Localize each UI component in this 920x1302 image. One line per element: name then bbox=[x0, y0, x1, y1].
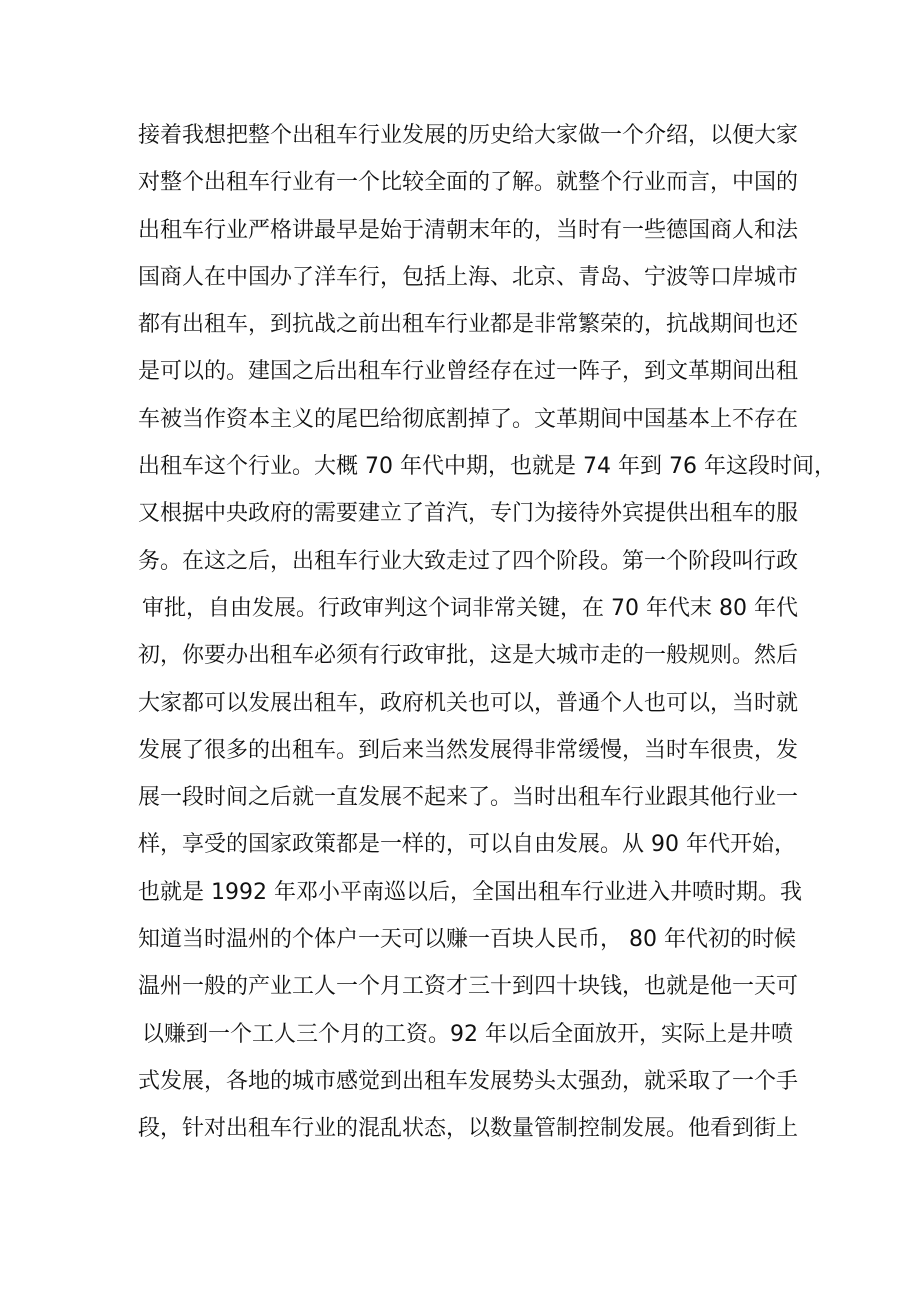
text-line: 审批，自由发展。行政审判这个词非常关键，在 70 年代末 80 年代 bbox=[142, 595, 798, 621]
text-line: 出租车行业严格讲最早是始于清朝末年的，当时有一些德国商人和法 bbox=[138, 217, 799, 243]
text-line: 出租车这个行业。大概 70 年代中期，也就是 74 年到 76 年这段时间， bbox=[138, 454, 836, 480]
text-line: 车被当作资本主义的尾巴给彻底割掉了。文革期间中国基本上不存在 bbox=[138, 406, 799, 432]
text-line: 大家都可以发展出租车，政府机关也可以，普通个人也可以，当时就 bbox=[138, 690, 799, 716]
text-line: 是可以的。建国之后出租车行业曾经存在过一阵子，到文革期间出租 bbox=[138, 359, 799, 385]
text-line: 知道当时温州的个体户一天可以赚一百块人民币， 80 年代初的时候 bbox=[138, 927, 796, 953]
text-line: 对整个出租车行业有一个比较全面的了解。就整个行业而言，中国的 bbox=[138, 170, 799, 196]
body-text bbox=[138, 112, 836, 1153]
text-line: 都有出租车，到抗战之前出租车行业都是非常繁荣的，抗战期间也还 bbox=[138, 312, 799, 338]
text-line: 段，针对出租车行业的混乱状态，以数量管制控制发展。他看到街上 bbox=[138, 1116, 799, 1142]
text-line: 发展了很多的出租车。到后来当然发展得非常缓慢，当时车很贵，发 bbox=[138, 737, 799, 763]
text-line: 温州一般的产业工人一个月工资才三十到四十块钱，也就是他一天可 bbox=[138, 974, 799, 1000]
text-line: 展一段时间之后就一直发展不起来了。当时出租车行业跟其他行业一 bbox=[138, 785, 799, 811]
text-line: 以赚到一个工人三个月的工资。92 年以后全面放开，实际上是井喷 bbox=[142, 1021, 793, 1047]
text-line: 务。在这之后，出租车行业大致走过了四个阶段。第一个阶段叫行政 bbox=[138, 548, 799, 574]
text-line: 样，享受的国家政策都是一样的，可以自由发展。从 90 年代开始， bbox=[138, 832, 796, 858]
text-line: 接着我想把整个出租车行业发展的历史给大家做一个介绍，以便大家 bbox=[138, 123, 799, 148]
text-line: 式发展，各地的城市感觉到出租车发展势头太强劲，就采取了一个手 bbox=[138, 1068, 799, 1094]
text-line: 国商人在中国办了洋车行，包括上海、北京、青岛、宁波等口岸城市 bbox=[138, 264, 799, 290]
text-line: 初，你要办出租车必须有行政审批，这是大城市走的一般规则。然后 bbox=[138, 643, 799, 669]
text-line: 也就是 1992 年邓小平南巡以后，全国出租车行业进入井喷时期。我 bbox=[138, 879, 802, 905]
text-line: 又根据中央政府的需要建立了首汽，专门为接待外宾提供出租车的服 bbox=[138, 501, 799, 527]
